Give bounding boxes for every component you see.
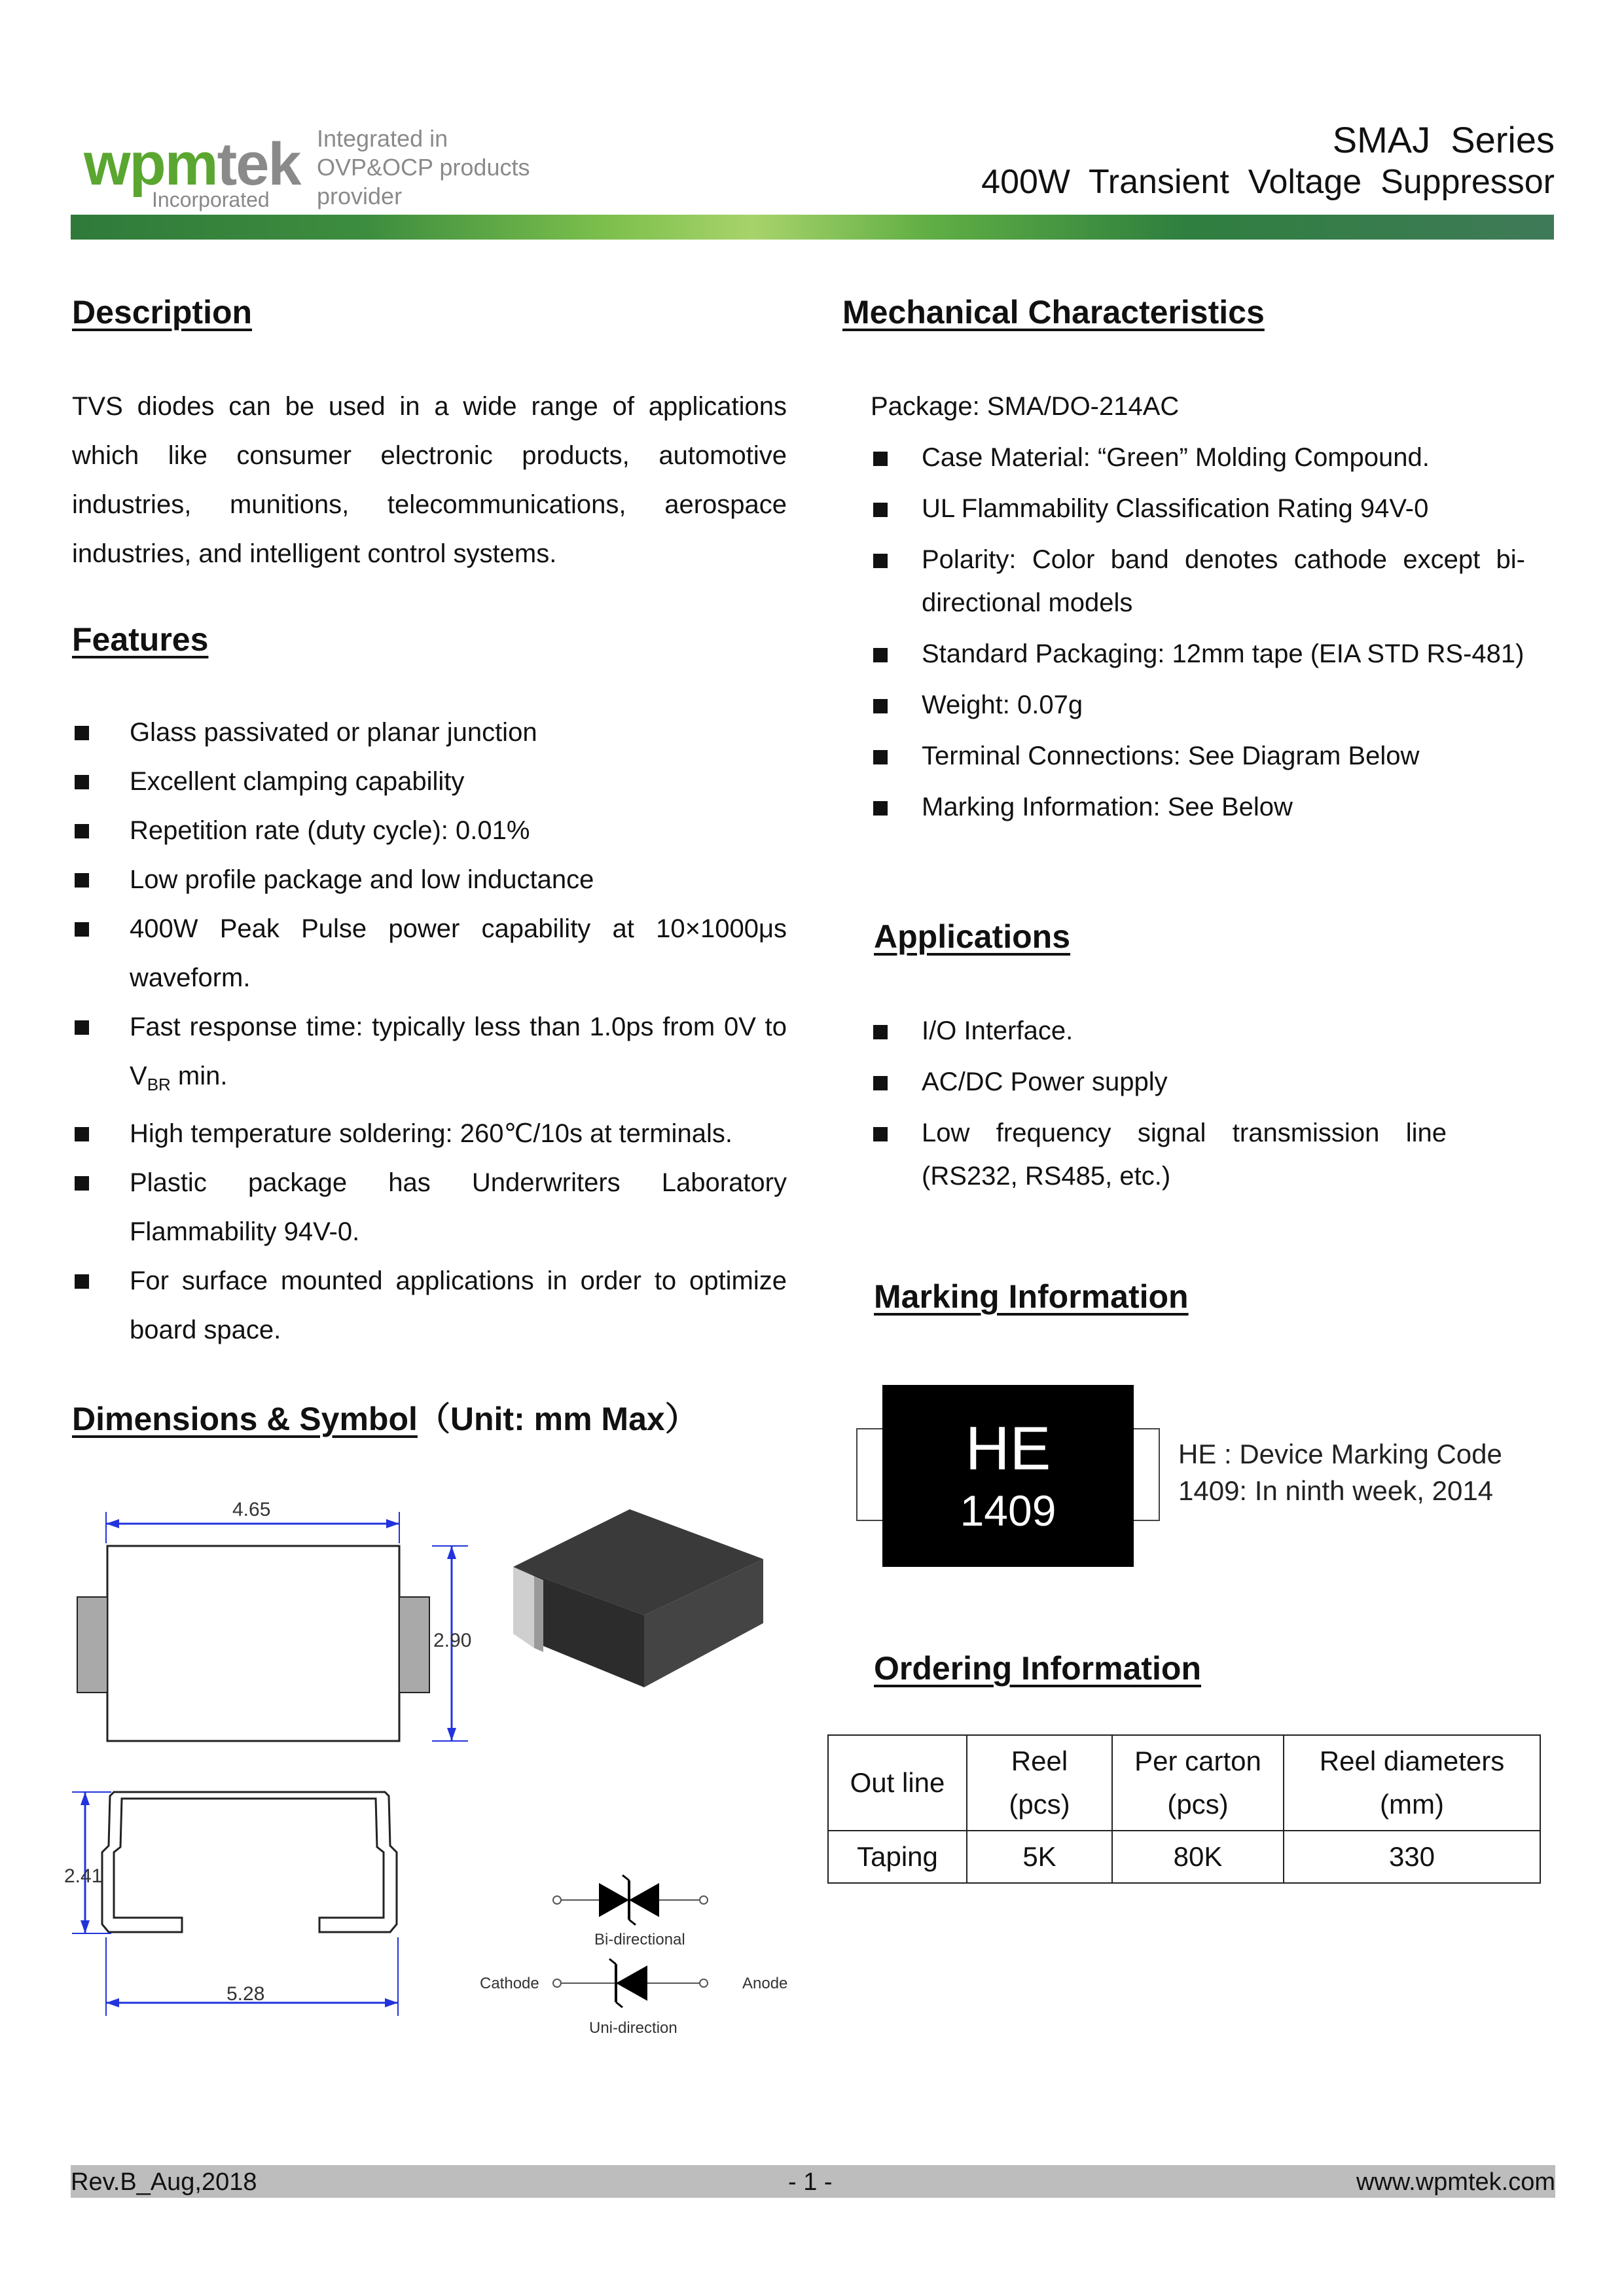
mechanical-heading: Mechanical Characteristics bbox=[842, 294, 1265, 331]
marking-date: 1409 bbox=[960, 1486, 1056, 1535]
col-reel-diameter bbox=[1284, 1735, 1540, 1831]
unidirection-label: Uni-direction bbox=[589, 2019, 677, 2037]
col-reel-diameter-line2: (mm) bbox=[1380, 1789, 1444, 1820]
package-top-view-drawing bbox=[65, 1499, 484, 1761]
logo-wordmark: wpmtek bbox=[84, 131, 300, 198]
marking-note-code: HE : Device Marking Code bbox=[1178, 1439, 1502, 1469]
header-banner bbox=[71, 215, 1554, 240]
company-logo bbox=[84, 131, 306, 213]
dim-width-bottom-label: 5.28 bbox=[226, 1983, 265, 2005]
cell-reel-diameter: 330 bbox=[1284, 1831, 1540, 1883]
ordering-heading: Ordering Information bbox=[874, 1650, 1201, 1687]
marking-lead-right bbox=[1132, 1428, 1160, 1521]
feature-item: Low profile package and low inductance bbox=[72, 855, 787, 905]
marking-chip bbox=[882, 1385, 1134, 1567]
vbr-subscript: BR bbox=[147, 1075, 171, 1094]
mechanical-list bbox=[871, 436, 1525, 836]
footer-page-number: - 1 - bbox=[788, 2168, 833, 2196]
mechanical-item: Case Material: “Green” Molding Compound. bbox=[871, 436, 1525, 479]
footer-website[interactable]: www.wpmtek.com bbox=[1356, 2168, 1555, 2196]
tagline-line-3: provider bbox=[317, 183, 403, 209]
feature-response-text: Fast response time: typically less than 1.0ps from 0V to V bbox=[130, 1013, 787, 1090]
description-heading: Description bbox=[72, 294, 253, 331]
col-reel-diameter-line1: Reel diameters bbox=[1319, 1746, 1505, 1776]
vbr-tail: min. bbox=[170, 1062, 228, 1090]
mechanical-item: UL Flammability Classification Rating 94V-0 bbox=[871, 487, 1525, 530]
series-title: SMAJ Series bbox=[1332, 119, 1555, 160]
ordering-table bbox=[827, 1734, 1541, 1884]
marking-heading: Marking Information bbox=[874, 1278, 1189, 1315]
col-per-carton-line1: Per carton bbox=[1134, 1746, 1261, 1776]
dim-width-top-label: 4.65 bbox=[232, 1499, 271, 1520]
feature-item: Repetition rate (duty cycle): 0.01% bbox=[72, 806, 787, 855]
feature-item-response bbox=[72, 1003, 787, 1109]
anode-label: Anode bbox=[742, 1975, 788, 1992]
marking-note-date: 1409: In ninth week, 2014 bbox=[1178, 1475, 1494, 1506]
header-tagline bbox=[317, 124, 592, 211]
feature-item: For surface mounted applications in order to optimize board space. bbox=[72, 1257, 787, 1355]
dimensions-unit: （Unit: mm Max） bbox=[417, 1401, 698, 1437]
dimensions-heading-title: Dimensions & Symbol bbox=[72, 1401, 418, 1437]
feature-item: Plastic package has Underwriters Laboratory Flammability 94V-0. bbox=[72, 1158, 787, 1257]
col-per-carton bbox=[1112, 1735, 1284, 1831]
header-title-block bbox=[769, 119, 1555, 203]
description-text: TVS diodes can be used in a wide range of applications which like consumer electronic products, automotive industries, munitions, telecommunications, aerospace industries, and intelligent control systems. bbox=[72, 392, 787, 568]
table-row bbox=[828, 1831, 1540, 1883]
feature-item: Glass passivated or planar junction bbox=[72, 708, 787, 757]
bidirectional-label: Bi-directional bbox=[594, 1931, 685, 1948]
package-line: Package: SMA/DO-214AC bbox=[871, 392, 1180, 421]
ordering-header-row bbox=[828, 1735, 1540, 1831]
series-subtitle: 400W Transient Voltage Suppressor bbox=[981, 163, 1555, 201]
mechanical-item: Standard Packaging: 12mm tape (EIA STD RS-481) bbox=[871, 632, 1525, 675]
cell-reel: 5K bbox=[967, 1831, 1112, 1883]
application-item: Low frequency signal transmission line (RS232, RS485, etc.) bbox=[871, 1111, 1447, 1198]
feature-item: 400W Peak Pulse power capability at 10×1000μs waveform. bbox=[72, 905, 787, 1003]
features-heading: Features bbox=[72, 621, 209, 658]
applications-list bbox=[871, 1009, 1447, 1206]
cell-per-carton: 80K bbox=[1112, 1831, 1284, 1883]
marking-notes bbox=[1178, 1436, 1502, 1509]
col-reel-line1: Reel bbox=[1011, 1746, 1068, 1776]
logo-subtitle: Incorporated bbox=[152, 188, 270, 211]
feature-item: High temperature soldering: 260℃/10s at terminals. bbox=[72, 1109, 787, 1158]
feature-item: Excellent clamping capability bbox=[72, 757, 787, 806]
tagline-line-2: OVP&OCP products bbox=[317, 154, 530, 181]
col-reel-line2: (pcs) bbox=[1009, 1789, 1070, 1820]
cell-outline: Taping bbox=[828, 1831, 967, 1883]
mechanical-item: Terminal Connections: See Diagram Below bbox=[871, 734, 1525, 778]
col-per-carton-line2: (pcs) bbox=[1167, 1789, 1229, 1820]
dim-height-right-label: 2.90 bbox=[433, 1630, 472, 1651]
mechanical-item: Weight: 0.07g bbox=[871, 683, 1525, 726]
col-reel bbox=[967, 1735, 1112, 1831]
cathode-label: Cathode bbox=[480, 1975, 539, 1992]
features-list bbox=[72, 708, 787, 1355]
tagline-line-1: Integrated in bbox=[317, 125, 448, 152]
mechanical-item: Marking Information: See Below bbox=[871, 785, 1525, 829]
application-item: I/O Interface. bbox=[871, 1009, 1447, 1052]
marking-lead-left bbox=[856, 1428, 884, 1521]
dim-height-side-label: 2.41 bbox=[64, 1865, 103, 1887]
footer-revision: Rev.B_Aug,2018 bbox=[71, 2168, 257, 2196]
page-footer bbox=[71, 2165, 1555, 2198]
dimensions-heading bbox=[72, 1393, 698, 1440]
package-3d-image bbox=[504, 1499, 766, 1708]
marking-code: HE bbox=[965, 1414, 1051, 1482]
application-item: AC/DC Power supply bbox=[871, 1060, 1447, 1103]
col-outline: Out line bbox=[828, 1735, 967, 1831]
applications-heading: Applications bbox=[874, 918, 1071, 955]
mechanical-item: Polarity: Color band denotes cathode except bi-directional models bbox=[871, 538, 1525, 624]
